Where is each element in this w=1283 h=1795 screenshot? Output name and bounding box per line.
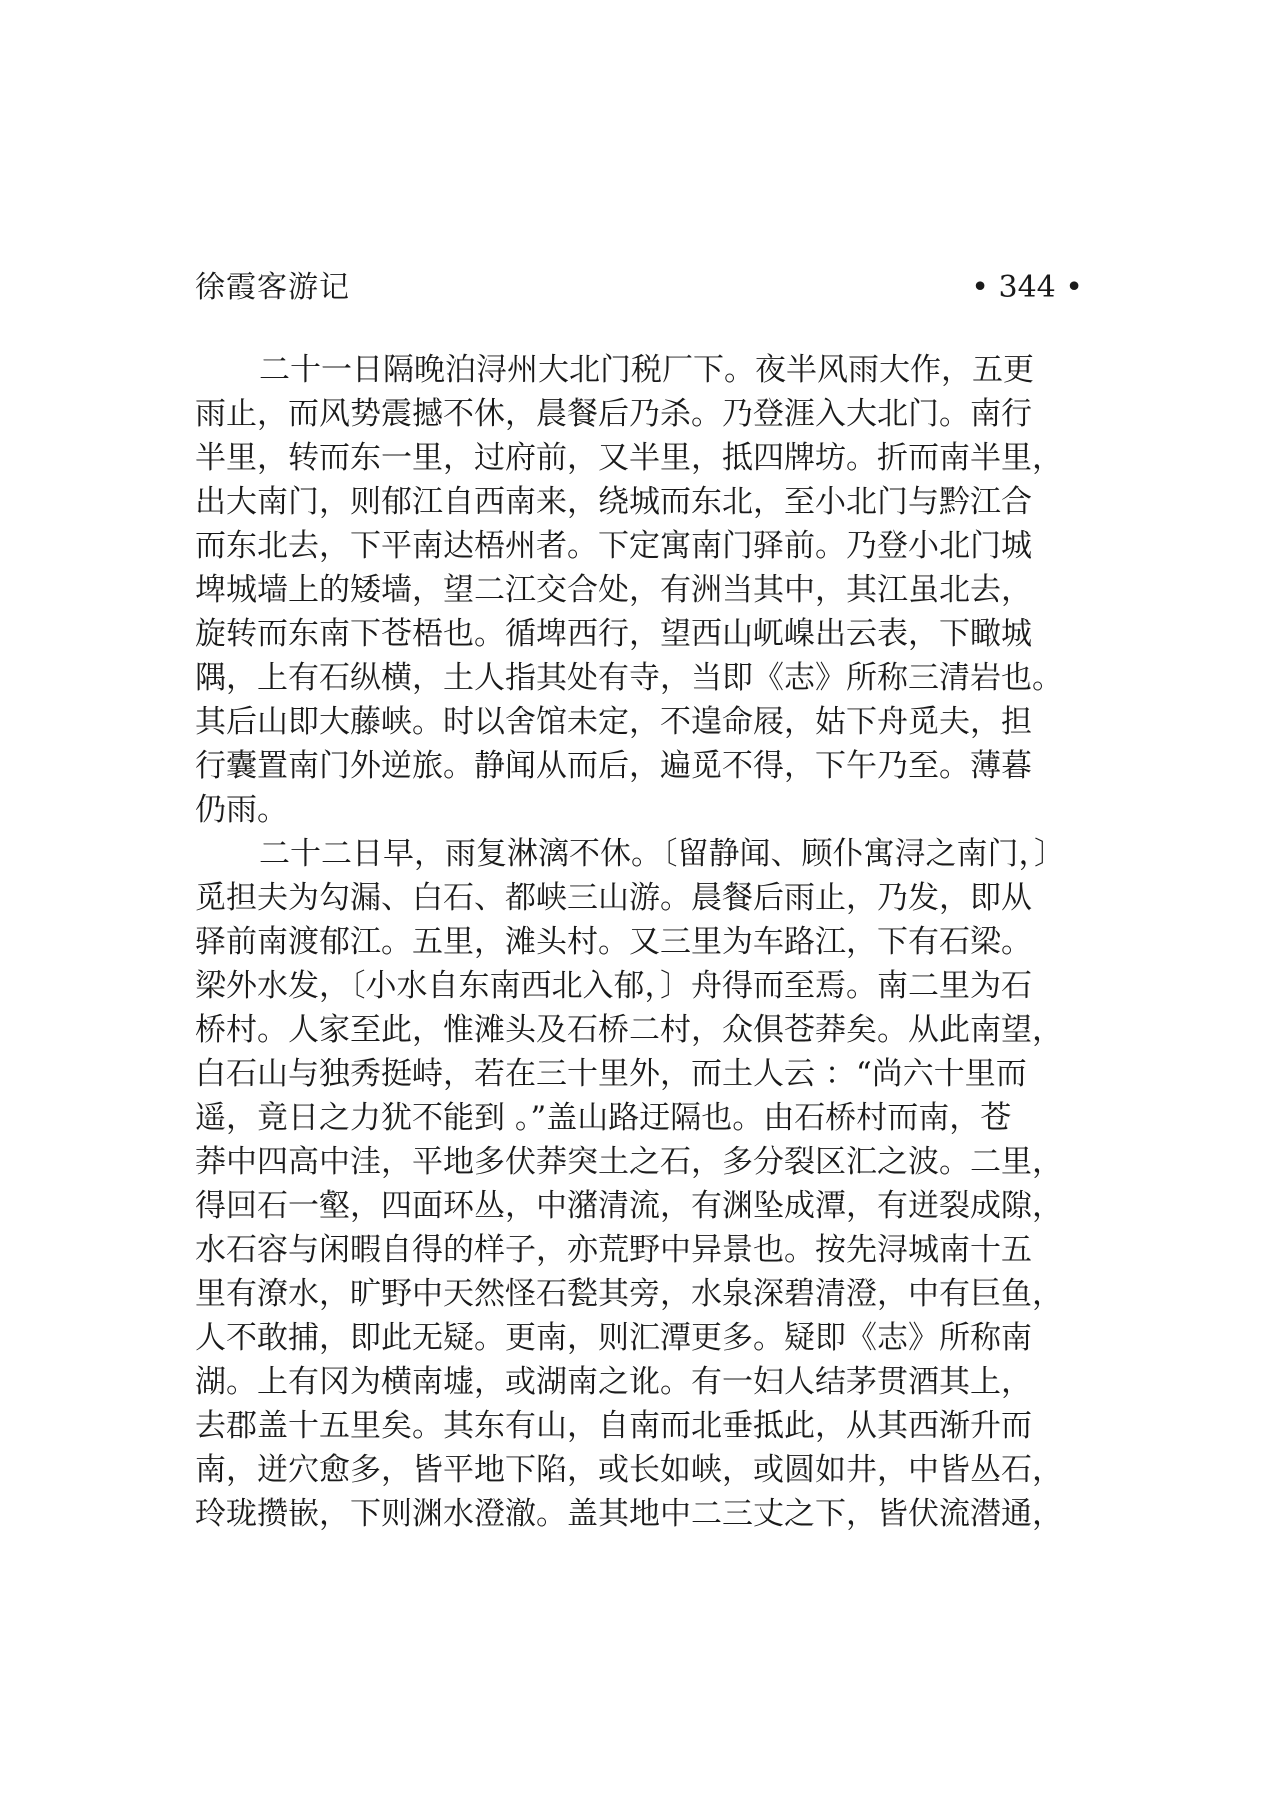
text-line: 埤城墙上的矮墙，望二江交合处，有洲当其中，其江虽北去， — [195, 572, 1032, 608]
text-line: 行囊置南门外逆旅。静闻从而后，遍觅不得，下午乃至。薄暮 — [195, 748, 1032, 784]
text-line: 其后山即大藤峡。时以舍馆未定，不遑命屐，姑下舟觅夫，担 — [195, 704, 1032, 740]
text-line: 二十二日早，雨复淋漓不休。〔留静闻、顾仆寓浔之南门，〕 — [259, 836, 1065, 872]
text-line: 旋转而东南下苍梧也。循埤西行，望西山屼嵲出云表，下瞰城 — [195, 616, 1032, 652]
paragraph-day-22 — [195, 832, 1095, 1536]
text-line: 隅，上有石纵横，土人指其处有寺，当即《志》所称三清岩也。 — [195, 660, 1063, 696]
text-line: 玲珑攒嵌，下则渊水澄澈。盖其地中二三丈之下，皆伏流潜通， — [195, 1496, 1063, 1532]
paragraph-day-21 — [195, 348, 1095, 832]
text-line: 湖。上有冈为横南墟，或湖南之讹。有一妇人结茅贯酒其上， — [195, 1364, 1032, 1400]
text-line: 白石山与独秀挺峙，若在三十里外，而土人云 ：“尚六十里而 — [195, 1056, 1027, 1092]
text-line: 仍雨。 — [195, 792, 288, 828]
text-line: 出大南门，则郁江自西南来，绕城而东北，至小北门与黔江合 — [195, 484, 1032, 520]
text-line: 驿前南渡郁江。五里，滩头村。又三里为车路江，下有石梁。 — [195, 924, 1032, 960]
running-header-title: 徐霞客游记 — [195, 270, 350, 305]
text-line: 得回石一壑，四面环丛，中潴清流，有渊坠成潭，有迸裂成隙， — [195, 1188, 1063, 1224]
page-number: • 344 • — [971, 270, 1083, 305]
text-line: 而东北去，下平南达梧州者。下定寓南门驿前。乃登小北门城 — [195, 528, 1032, 564]
text-line: 半里，转而东一里，过府前，又半里，抵四牌坊。折而南半里， — [195, 440, 1063, 476]
text-line: 去郡盖十五里矣。其东有山，自南而北垂抵此，从其西渐升而 — [195, 1408, 1032, 1444]
text-line: 莽中四高中洼，平地多伏莽突土之石，多分裂区汇之波。二里， — [195, 1144, 1063, 1180]
text-line: 遥，竟日之力犹不能到 。”盖山路迂隔也。由石桥村而南，苍 — [195, 1100, 1012, 1136]
text-line: 雨止，而风势震撼不休，晨餐后乃杀。乃登涯入大北门。南行 — [195, 396, 1032, 432]
text-line: 水石容与闲暇自得的样子，亦荒野中异景也。按先浔城南十五 — [195, 1232, 1032, 1268]
text-line: 觅担夫为勾漏、白石、都峡三山游。晨餐后雨止，乃发，即从 — [195, 880, 1032, 916]
text-line: 里有潦水，旷野中天然怪石甃其旁，水泉深碧清澄，中有巨鱼， — [195, 1276, 1063, 1312]
body-text — [195, 348, 1095, 1536]
text-line: 南，迸穴愈多，皆平地下陷，或长如峡，或圆如井，中皆丛石， — [195, 1452, 1063, 1488]
text-line: 人不敢捕，即此无疑。更南，则汇潭更多。疑即《志》所称南 — [195, 1320, 1032, 1356]
text-line: 梁外水发，〔小水自东南西北入郁，〕舟得而至焉。南二里为石 — [195, 968, 1032, 1004]
text-line: 二十一日隔晚泊浔州大北门税厂下。夜半风雨大作，五更 — [259, 352, 1034, 388]
text-line: 桥村。人家至此，惟滩头及石桥二村，众俱苍莽矣。从此南望， — [195, 1012, 1063, 1048]
